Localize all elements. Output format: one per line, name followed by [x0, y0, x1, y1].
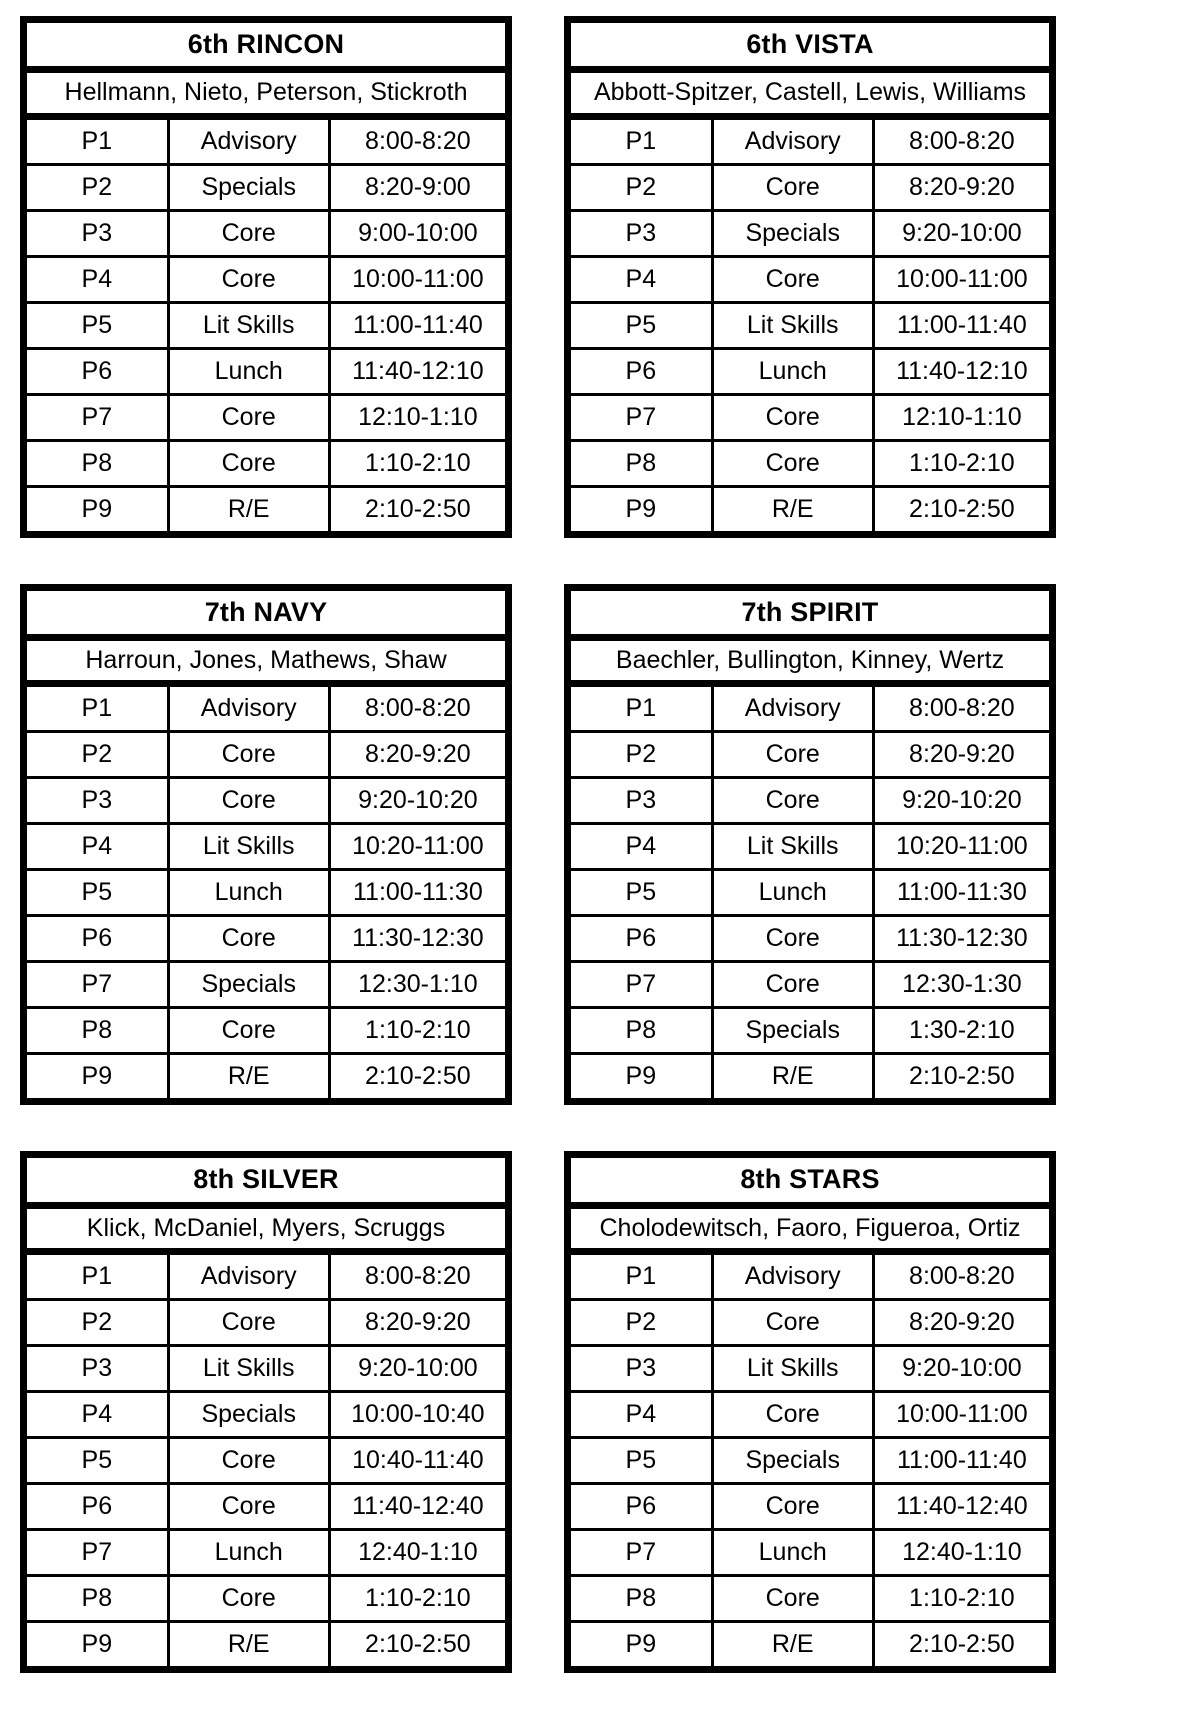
- table-row: [571, 1391, 1049, 1437]
- schedule-card-6th-rincon: [20, 16, 512, 538]
- subject-cell: R/E: [712, 1054, 873, 1099]
- time-cell: 12:30-1:30: [873, 962, 1049, 1008]
- time-cell: 2:10-2:50: [329, 486, 505, 531]
- period-cell: P3: [27, 1345, 168, 1391]
- table-row: [27, 118, 505, 164]
- table-row: [571, 394, 1049, 440]
- subject-cell: Core: [712, 778, 873, 824]
- table-row: [571, 256, 1049, 302]
- subject-cell: Core: [168, 440, 329, 486]
- time-cell: 9:20-10:20: [873, 778, 1049, 824]
- time-cell: 1:10-2:10: [329, 440, 505, 486]
- time-cell: 12:30-1:10: [329, 962, 505, 1008]
- schedule-band-grade-7: [20, 584, 1180, 1106]
- time-cell: 8:20-9:00: [329, 164, 505, 210]
- period-cell: P5: [571, 870, 712, 916]
- time-cell: 2:10-2:50: [329, 1054, 505, 1099]
- time-cell: 11:30-12:30: [873, 916, 1049, 962]
- table-row: [27, 394, 505, 440]
- subject-cell: Core: [712, 962, 873, 1008]
- schedule-card-8th-stars: [564, 1151, 1056, 1673]
- time-cell: 9:20-10:20: [329, 778, 505, 824]
- periods-table: [571, 1252, 1049, 1666]
- subject-cell: Core: [712, 1391, 873, 1437]
- card-teachers-row: [27, 73, 505, 116]
- subject-cell: Advisory: [168, 1253, 329, 1299]
- table-row: [27, 1391, 505, 1437]
- period-cell: P4: [571, 824, 712, 870]
- period-cell: P1: [571, 686, 712, 732]
- periods-table: [571, 117, 1049, 531]
- table-row: [27, 686, 505, 732]
- time-cell: 11:00-11:40: [873, 1437, 1049, 1483]
- time-cell: 10:00-11:00: [329, 256, 505, 302]
- table-row: [27, 1253, 505, 1299]
- period-cell: P3: [571, 1345, 712, 1391]
- period-cell: P9: [27, 1621, 168, 1666]
- time-cell: 10:20-11:00: [873, 824, 1049, 870]
- subject-cell: Lunch: [168, 348, 329, 394]
- time-cell: 1:10-2:10: [329, 1575, 505, 1621]
- subject-cell: Core: [168, 256, 329, 302]
- table-row: [27, 1529, 505, 1575]
- table-row: [27, 486, 505, 531]
- subject-cell: Advisory: [712, 118, 873, 164]
- time-cell: 8:20-9:20: [329, 732, 505, 778]
- table-row: [27, 348, 505, 394]
- subject-cell: Lit Skills: [168, 302, 329, 348]
- period-cell: P9: [27, 486, 168, 531]
- card-title-row: [27, 591, 505, 641]
- subject-cell: Core: [712, 1575, 873, 1621]
- period-cell: P2: [27, 164, 168, 210]
- subject-cell: Core: [168, 1483, 329, 1529]
- subject-cell: Lunch: [712, 1529, 873, 1575]
- time-cell: 9:20-10:00: [873, 1345, 1049, 1391]
- schedule-card-6th-vista: [564, 16, 1056, 538]
- table-row: [27, 778, 505, 824]
- subject-cell: Core: [168, 778, 329, 824]
- time-cell: 8:00-8:20: [329, 118, 505, 164]
- subject-cell: Core: [168, 1575, 329, 1621]
- period-cell: P7: [27, 1529, 168, 1575]
- team-teachers: Hellmann, Nieto, Peterson, Stickroth: [64, 78, 468, 107]
- card-title-row: [571, 23, 1049, 73]
- team-title: 6th RINCON: [187, 29, 345, 59]
- table-row: [571, 778, 1049, 824]
- time-cell: 11:40-12:40: [329, 1483, 505, 1529]
- time-cell: 1:10-2:10: [873, 1575, 1049, 1621]
- time-cell: 11:40-12:40: [873, 1483, 1049, 1529]
- period-cell: P6: [571, 1483, 712, 1529]
- table-row: [571, 1008, 1049, 1054]
- time-cell: 10:20-11:00: [329, 824, 505, 870]
- subject-cell: R/E: [168, 1621, 329, 1666]
- period-cell: P4: [571, 256, 712, 302]
- subject-cell: Advisory: [168, 686, 329, 732]
- table-row: [571, 686, 1049, 732]
- subject-cell: Lit Skills: [712, 302, 873, 348]
- subject-cell: R/E: [712, 1621, 873, 1666]
- time-cell: 8:20-9:20: [329, 1299, 505, 1345]
- time-cell: 8:20-9:20: [873, 1299, 1049, 1345]
- subject-cell: Specials: [712, 1008, 873, 1054]
- time-cell: 8:00-8:20: [873, 1253, 1049, 1299]
- table-row: [571, 118, 1049, 164]
- period-cell: P4: [571, 1391, 712, 1437]
- period-cell: P7: [27, 962, 168, 1008]
- period-cell: P8: [571, 440, 712, 486]
- team-title: 7th NAVY: [204, 596, 328, 627]
- subject-cell: Core: [168, 916, 329, 962]
- subject-cell: Core: [168, 1008, 329, 1054]
- subject-cell: Core: [712, 1299, 873, 1345]
- table-row: [571, 1529, 1049, 1575]
- table-row: [27, 1345, 505, 1391]
- schedule-card-7th-spirit: [564, 584, 1056, 1106]
- period-cell: P2: [27, 732, 168, 778]
- period-cell: P9: [27, 1054, 168, 1099]
- subject-cell: Core: [168, 732, 329, 778]
- period-cell: P3: [571, 778, 712, 824]
- table-row: [571, 962, 1049, 1008]
- team-title: 7th SPIRIT: [741, 596, 879, 627]
- schedule-card-7th-navy: [20, 584, 512, 1106]
- period-cell: P2: [27, 1299, 168, 1345]
- period-cell: P8: [27, 1575, 168, 1621]
- period-cell: P9: [571, 486, 712, 531]
- card-teachers-row: [571, 641, 1049, 684]
- table-row: [571, 1575, 1049, 1621]
- period-cell: P5: [571, 1437, 712, 1483]
- time-cell: 9:20-10:00: [329, 1345, 505, 1391]
- time-cell: 2:10-2:50: [873, 1054, 1049, 1099]
- period-cell: P6: [571, 348, 712, 394]
- table-row: [571, 210, 1049, 256]
- card-title-row: [27, 23, 505, 73]
- period-cell: P8: [27, 440, 168, 486]
- table-row: [27, 1621, 505, 1666]
- table-row: [571, 1054, 1049, 1099]
- time-cell: 11:30-12:30: [329, 916, 505, 962]
- schedule-band-grade-6: [20, 16, 1180, 538]
- card-teachers-row: [27, 641, 505, 684]
- time-cell: 11:00-11:40: [873, 302, 1049, 348]
- time-cell: 1:30-2:10: [873, 1008, 1049, 1054]
- time-cell: 9:20-10:00: [873, 210, 1049, 256]
- subject-cell: Lit Skills: [168, 824, 329, 870]
- period-cell: P7: [27, 394, 168, 440]
- subject-cell: Lit Skills: [712, 824, 873, 870]
- time-cell: 12:40-1:10: [873, 1529, 1049, 1575]
- time-cell: 12:40-1:10: [329, 1529, 505, 1575]
- schedule-band-grade-8: [20, 1151, 1180, 1673]
- time-cell: 2:10-2:50: [873, 1621, 1049, 1666]
- table-row: [571, 1437, 1049, 1483]
- table-row: [27, 916, 505, 962]
- period-cell: P4: [27, 1391, 168, 1437]
- period-cell: P3: [27, 210, 168, 256]
- subject-cell: Lit Skills: [168, 1345, 329, 1391]
- time-cell: 10:00-10:40: [329, 1391, 505, 1437]
- subject-cell: Lunch: [712, 870, 873, 916]
- table-row: [27, 1437, 505, 1483]
- subject-cell: Advisory: [168, 118, 329, 164]
- table-row: [571, 164, 1049, 210]
- team-title: 6th VISTA: [746, 29, 874, 59]
- period-cell: P9: [571, 1621, 712, 1666]
- time-cell: 11:40-12:10: [873, 348, 1049, 394]
- subject-cell: R/E: [712, 486, 873, 531]
- card-teachers-row: [27, 1209, 505, 1252]
- team-teachers: Cholodewitsch, Faoro, Figueroa, Ortiz: [599, 1213, 1021, 1242]
- card-title-row: [27, 1158, 505, 1208]
- subject-cell: Core: [168, 210, 329, 256]
- table-row: [27, 256, 505, 302]
- period-cell: P1: [27, 1253, 168, 1299]
- subject-cell: Core: [712, 916, 873, 962]
- subject-cell: Specials: [712, 1437, 873, 1483]
- table-row: [27, 824, 505, 870]
- table-row: [571, 302, 1049, 348]
- subject-cell: Advisory: [712, 1253, 873, 1299]
- card-teachers-row: [571, 73, 1049, 116]
- card-title-row: [571, 591, 1049, 641]
- table-row: [571, 348, 1049, 394]
- period-cell: P3: [571, 210, 712, 256]
- period-cell: P2: [571, 732, 712, 778]
- period-cell: P8: [27, 1008, 168, 1054]
- card-title-row: [571, 1158, 1049, 1208]
- period-cell: P6: [27, 348, 168, 394]
- subject-cell: Core: [712, 394, 873, 440]
- time-cell: 1:10-2:10: [329, 1008, 505, 1054]
- table-row: [571, 486, 1049, 531]
- subject-cell: Specials: [168, 962, 329, 1008]
- table-row: [27, 1054, 505, 1099]
- period-cell: P8: [571, 1008, 712, 1054]
- subject-cell: Advisory: [712, 686, 873, 732]
- time-cell: 9:00-10:00: [329, 210, 505, 256]
- time-cell: 11:00-11:30: [873, 870, 1049, 916]
- time-cell: 12:10-1:10: [329, 394, 505, 440]
- table-row: [27, 1299, 505, 1345]
- team-teachers: Baechler, Bullington, Kinney, Wertz: [615, 645, 1005, 674]
- table-row: [27, 302, 505, 348]
- period-cell: P5: [27, 1437, 168, 1483]
- period-cell: P4: [27, 256, 168, 302]
- time-cell: 8:20-9:20: [873, 164, 1049, 210]
- schedule-card-8th-silver: [20, 1151, 512, 1673]
- period-cell: P7: [571, 962, 712, 1008]
- subject-cell: Specials: [168, 164, 329, 210]
- periods-table: [27, 117, 505, 531]
- time-cell: 10:00-11:00: [873, 256, 1049, 302]
- subject-cell: R/E: [168, 486, 329, 531]
- subject-cell: Lit Skills: [712, 1345, 873, 1391]
- table-row: [571, 440, 1049, 486]
- time-cell: 11:00-11:40: [329, 302, 505, 348]
- period-cell: P2: [571, 1299, 712, 1345]
- table-row: [571, 824, 1049, 870]
- period-cell: P7: [571, 1529, 712, 1575]
- table-row: [27, 440, 505, 486]
- time-cell: 10:00-11:00: [873, 1391, 1049, 1437]
- subject-cell: Core: [712, 164, 873, 210]
- period-cell: P6: [27, 1483, 168, 1529]
- time-cell: 8:00-8:20: [873, 686, 1049, 732]
- time-cell: 8:20-9:20: [873, 732, 1049, 778]
- period-cell: P7: [571, 394, 712, 440]
- table-row: [571, 1345, 1049, 1391]
- table-row: [571, 870, 1049, 916]
- subject-cell: Lunch: [712, 348, 873, 394]
- table-row: [27, 1483, 505, 1529]
- subject-cell: Lunch: [168, 870, 329, 916]
- period-cell: P5: [27, 870, 168, 916]
- table-row: [27, 870, 505, 916]
- period-cell: P8: [571, 1575, 712, 1621]
- table-row: [571, 1299, 1049, 1345]
- period-cell: P6: [27, 916, 168, 962]
- subject-cell: Core: [168, 1437, 329, 1483]
- subject-cell: Lunch: [168, 1529, 329, 1575]
- subject-cell: Core: [712, 256, 873, 302]
- period-cell: P1: [571, 1253, 712, 1299]
- period-cell: P4: [27, 824, 168, 870]
- time-cell: 2:10-2:50: [873, 486, 1049, 531]
- time-cell: 11:40-12:10: [329, 348, 505, 394]
- periods-table: [27, 684, 505, 1098]
- time-cell: 11:00-11:30: [329, 870, 505, 916]
- table-row: [571, 1621, 1049, 1666]
- subject-cell: R/E: [168, 1054, 329, 1099]
- team-title: 8th STARS: [740, 1164, 880, 1195]
- period-cell: P5: [571, 302, 712, 348]
- period-cell: P1: [27, 118, 168, 164]
- subject-cell: Core: [168, 394, 329, 440]
- table-row: [27, 1008, 505, 1054]
- subject-cell: Core: [168, 1299, 329, 1345]
- time-cell: 8:00-8:20: [329, 686, 505, 732]
- table-row: [27, 210, 505, 256]
- team-teachers: Abbott-Spitzer, Castell, Lewis, Williams: [593, 78, 1027, 107]
- period-cell: P6: [571, 916, 712, 962]
- table-row: [27, 164, 505, 210]
- periods-table: [27, 1252, 505, 1666]
- time-cell: 2:10-2:50: [329, 1621, 505, 1666]
- subject-cell: Core: [712, 440, 873, 486]
- time-cell: 10:40-11:40: [329, 1437, 505, 1483]
- period-cell: P9: [571, 1054, 712, 1099]
- period-cell: P3: [27, 778, 168, 824]
- period-cell: P1: [571, 118, 712, 164]
- periods-table: [571, 684, 1049, 1098]
- subject-cell: Core: [712, 1483, 873, 1529]
- period-cell: P2: [571, 164, 712, 210]
- team-teachers: Harroun, Jones, Mathews, Shaw: [85, 645, 447, 674]
- time-cell: 1:10-2:10: [873, 440, 1049, 486]
- table-row: [571, 1483, 1049, 1529]
- table-row: [27, 962, 505, 1008]
- time-cell: 8:00-8:20: [329, 1253, 505, 1299]
- period-cell: P5: [27, 302, 168, 348]
- team-teachers: Klick, McDaniel, Myers, Scruggs: [86, 1213, 446, 1242]
- subject-cell: Specials: [168, 1391, 329, 1437]
- time-cell: 8:00-8:20: [873, 118, 1049, 164]
- subject-cell: Specials: [712, 210, 873, 256]
- table-row: [571, 1253, 1049, 1299]
- team-title: 8th SILVER: [193, 1164, 339, 1195]
- table-row: [571, 732, 1049, 778]
- table-row: [27, 1575, 505, 1621]
- period-cell: P1: [27, 686, 168, 732]
- table-row: [27, 732, 505, 778]
- card-teachers-row: [571, 1209, 1049, 1252]
- subject-cell: Core: [712, 732, 873, 778]
- table-row: [571, 916, 1049, 962]
- time-cell: 12:10-1:10: [873, 394, 1049, 440]
